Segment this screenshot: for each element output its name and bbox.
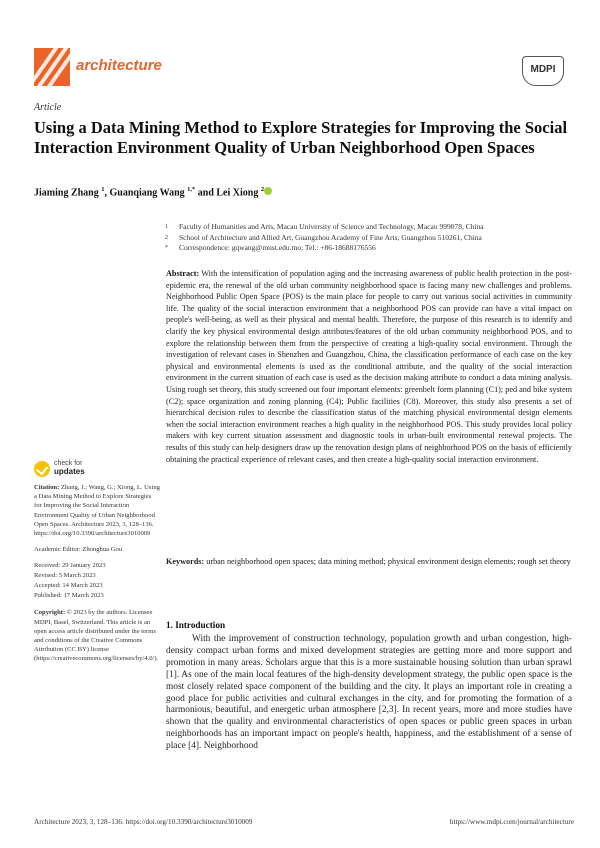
author-affil-sup: 2 [260,186,265,193]
affiliation-text: Faculty of Humanities and Arts, Macau University of Science and Technology, Macau 999078, China [179,222,484,231]
orcid-icon[interactable] [264,187,272,195]
author-joiner: , [104,187,110,199]
journal-header [34,48,574,88]
affiliation-num: 2 [165,234,168,241]
author-affil-sup: 1 [101,186,105,193]
affiliation-item [165,233,585,244]
check-line-2: updates [54,467,85,476]
date-received: Received: 29 January 2023 [34,562,106,570]
date-accepted: Accepted: 14 March 2023 [34,582,103,590]
copyright-label: Copyright: [34,609,66,617]
article-title: Using a Data Mining Method to Explore Strategies for Improving the Social Interaction Environment Quality of Urban Neighborhood Open Spaces [34,118,568,157]
abstract [166,268,572,465]
footer-citation[interactable]: Architecture 2023, 3, 128–136. https://doi.org/10.3390/architecture3010009 [34,818,253,826]
copyright-block [34,608,160,663]
article-type: Article [34,102,62,113]
date-revised: Revised: 5 March 2023 [34,572,96,580]
abstract-label: Abstract: [166,269,200,278]
affiliation-item [165,222,585,233]
date-published: Published: 17 March 2023 [34,592,104,600]
affiliation-num: * [165,245,168,251]
footer-journal-url[interactable]: https://www.mdpi.com/journal/architecture [449,818,574,826]
check-for-updates-button[interactable] [34,460,160,477]
author-list [34,186,272,198]
correspondence-text: Correspondence: gqwang@must.edu.mo; Tel.: +86-18688176556 [179,243,376,252]
dates-block [34,561,160,601]
author-affil-sup: 1,* [187,186,196,193]
keywords-label: Keywords: [166,557,205,566]
author-joiner: and [195,187,217,199]
check-line-1: check for [54,460,83,467]
abstract-text: With the intensification of population aging and the increasing awareness of public health protection in the post-epidemic era, the renewal of the old urban community neighborhood space is facing many new challenges and problems. Neighborhood Public Open Space (POS) is the main place for people to carry out various social activities in community life. The quality of the social interaction environment that a neighborhood POS can provide can have a vital impact on people's well-being, as well as their physical and mental health. Therefore, the purpose of this research is to identify and clarify the key physical environmental design attributes/features of the old urban community neighborhood POS, and to explore the relationship between them from the perspective of creating a high-quality social environment. Through the investigation of relevant cases in Shenzhen and Guangzhou, China, the classification performance of each case on the key physical and environmental elements is used as the conditional attribute, and the quality of the social interaction environment in the current situation of each case is used as the decision making attribute to conduct a data mining analysis. Using rough set theory, this study screened out four important elements: greenbelt form planning (C1); ped and bike system (C2); space organization and zoning planning (C4); Public facilities (C8). Moreover, this study also presents a set of hierarchical decision rules to describe the classification status of the matching physical environmental design elements when the social interaction environment reaches a high quality in the neighborhood POS. This study provides local policy makers with key current situation assessment and diagnostic tools in urban-built environmental renewal projects. The results of this study can help designers draw up the renovation design plans of neighborhood POS on the basis of efficiently obtaining the practical experience of relevant cases, and then create a high-quality social interaction environment. [166,269,572,464]
journal-logo-icon [34,48,70,86]
keywords-text: urban neighborhood open spaces; data mining method; physical environment design elements; rough set theory [206,557,571,566]
affiliation-text: School of Architecture and Allied Art, Guangzhou Academy of Fine Arts, Guangzhou 510261, China [179,232,482,242]
copyright-text: © 2023 by the authors. Licensee MDPI, Basel, Switzerland. This article is an open access article distributed under the terms and conditions of the Creative Commons Attribution (CC BY) license (https://creativecommons.org/licenses/by/4.0/). [34,609,159,663]
keywords [166,556,572,568]
introduction-text: With the improvement of construction technology, population growth and urban congestion, high-density compact urban forms and mixed development strategies are getting more and more support and promotion in many areas. Scholars argue that this is a more sustainable housing solution than urban sprawl [1]. As one of the main local features of the high-density development strategy, the public open space is the most closely related space component of the building and the city. It plays an important role in creating a good place for public activities and cultural exchanges in the city, and for promoting the formation of a harmonious, beautiful, and energetic urban atmosphere [2,3]. In recent years, more and more studies have shown that the quality and environmental characteristics of open spaces or public green spaces in urban neighborhoods has an important impact on people's health, happiness, and the establishment of a sense of place [4]. Neighborhood [166,634,572,752]
author-name[interactable]: Guanqiang Wang [109,187,185,199]
author-name[interactable]: Lei Xiong [216,187,259,199]
affiliation-item [165,243,585,254]
check-updates-icon [34,461,50,477]
author-name[interactable]: Jiaming Zhang [34,187,99,199]
affiliations [165,222,585,254]
affiliation-num: 1 [165,224,168,230]
publisher-logo: MDPI [522,56,564,86]
academic-editor: Academic Editor: Zhonghua Gou [34,546,123,554]
journal-name: architecture [76,57,162,74]
section-heading: 1. Introduction [166,620,226,630]
citation-label: Citation: [34,484,60,491]
citation-block [34,483,160,538]
article-sidebar [34,460,160,671]
citation-text: Zhang, J.; Wang, G.; Xiong, L. Using a Data Mining Method to Explore Strategies for Improving the Social Interaction Environment Quality of Urban Neighborhood Open Spaces. Architecture 2023, 3, 128–136. https://doi.org/10.3390/architecture3010009 [34,484,160,538]
